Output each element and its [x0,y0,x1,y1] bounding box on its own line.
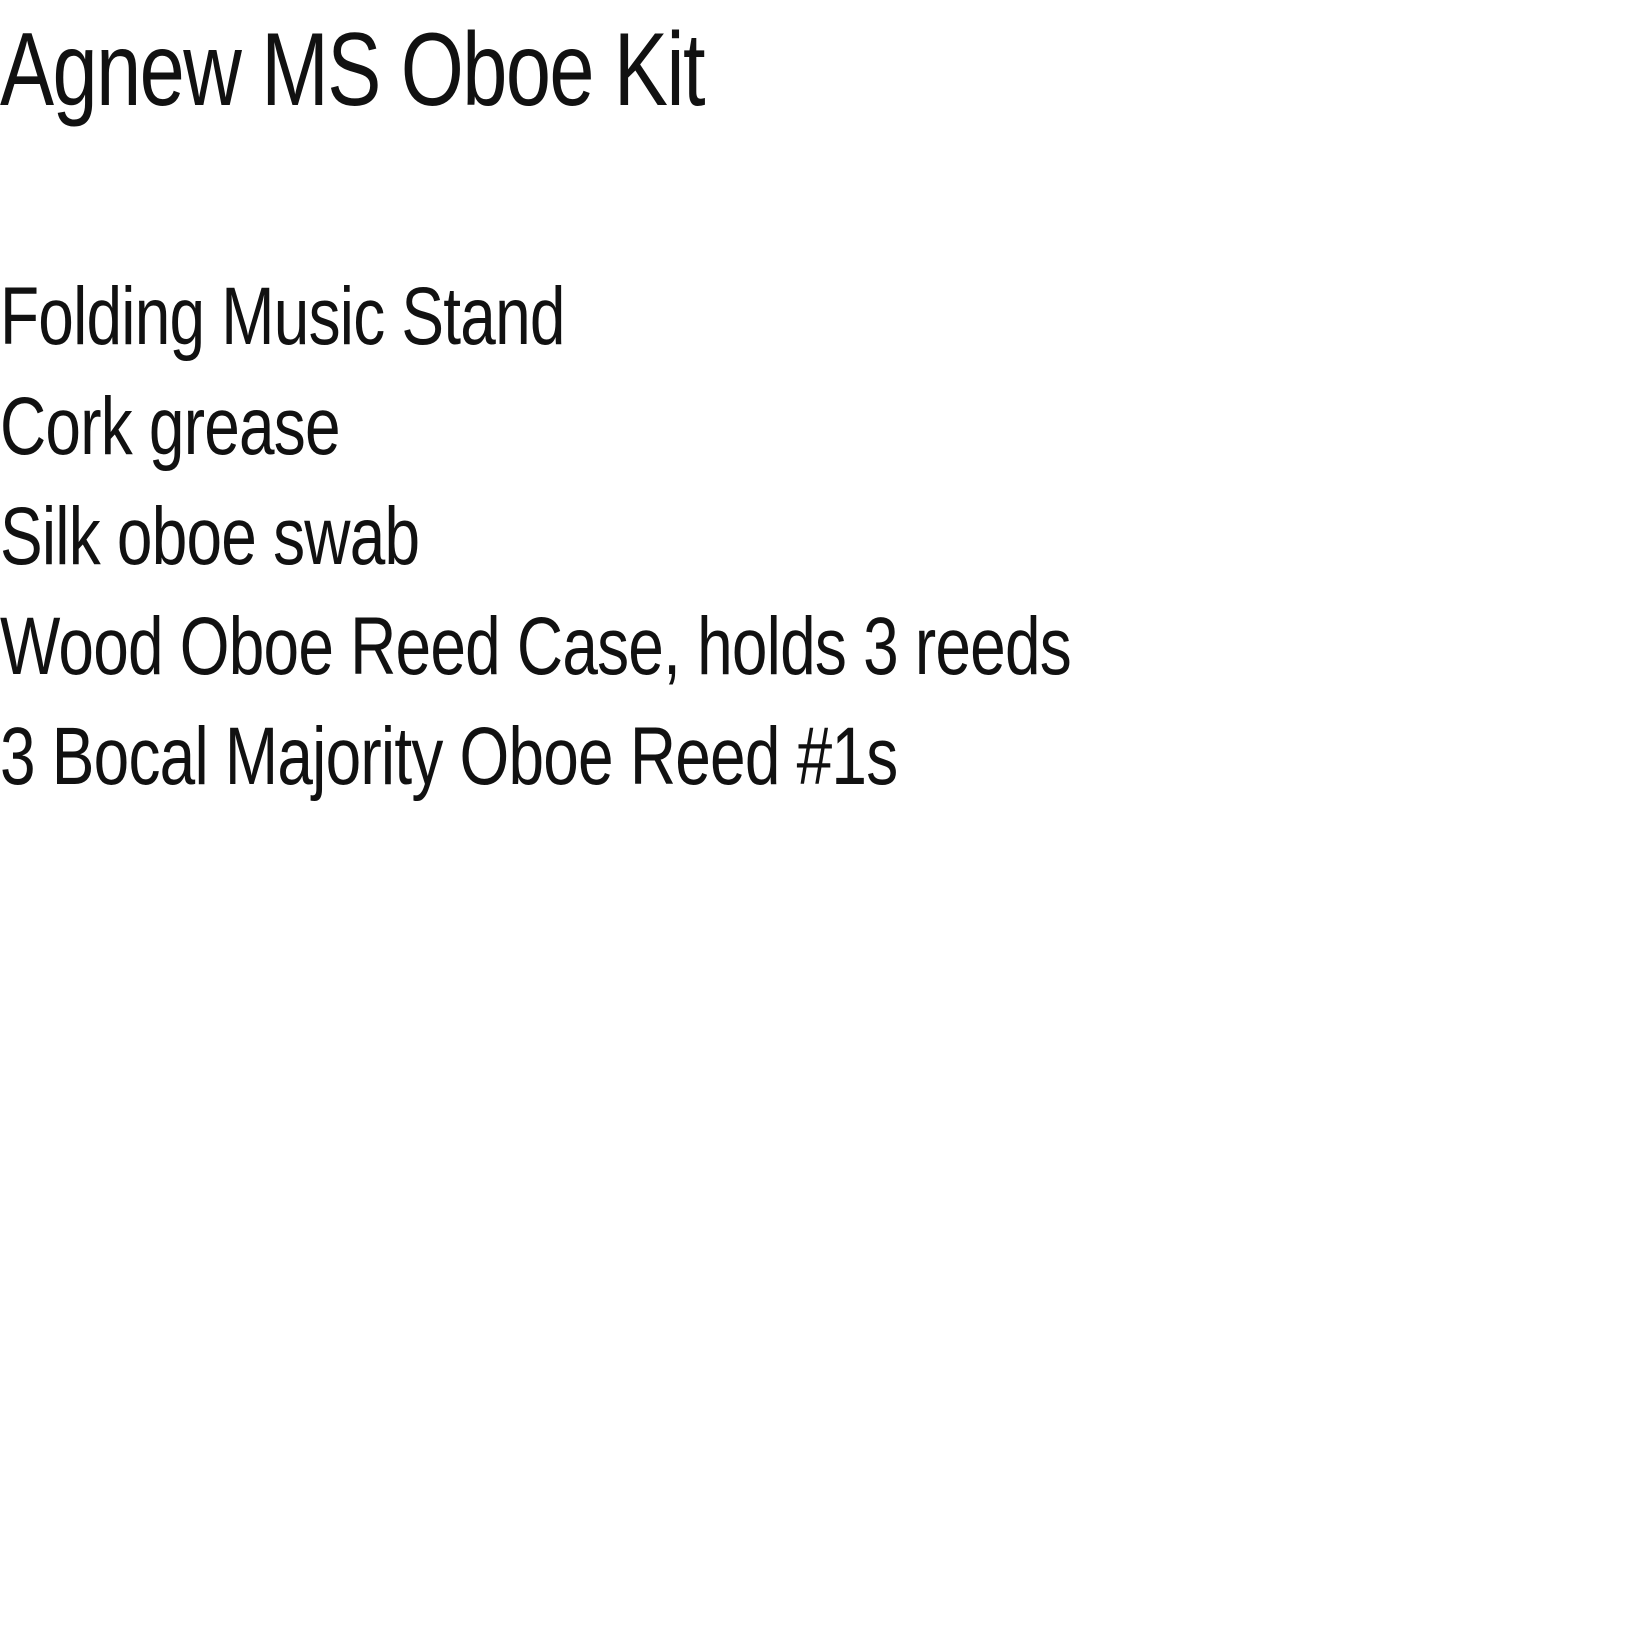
kit-item-list [0,262,1373,812]
list-item: 3 Bocal Majority Oboe Reed #1s [0,711,898,802]
document-title: Agnew MS Oboe Kit [0,12,704,128]
list-item: Folding Music Stand [0,271,565,362]
list-item: Wood Oboe Reed Case, holds 3 reeds [0,601,1071,692]
list-item: Cork grease [0,381,340,472]
list-item: Silk oboe swab [0,491,420,582]
